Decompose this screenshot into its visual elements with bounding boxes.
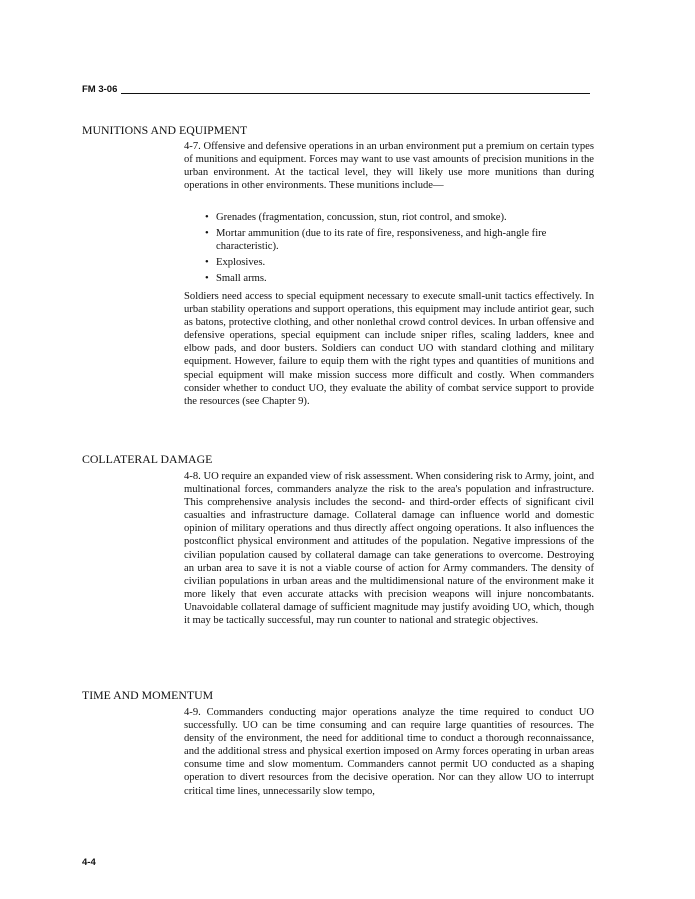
list-item-text: Grenades (fragmentation, concussion, stun, riot control, and smoke).	[216, 212, 507, 223]
bullet-icon: •	[205, 257, 209, 269]
list-item-text: Small arms.	[216, 273, 267, 285]
list-item	[184, 211, 594, 224]
bullet-icon: •	[205, 228, 209, 240]
list-item	[184, 272, 594, 285]
header-rule	[121, 93, 590, 94]
paragraph-4-7: 4-7. Offensive and defensive operations in an urban environment put a premium on certain types of munitions and equipment. Forces may want to use vast amounts of precision munitions in the urban environment. At the tactical level, they will likely use more munitions than during operations in other environments. These munitions include—	[184, 141, 594, 192]
paragraph-4-8: 4-8. UO require an expanded view of risk assessment. When considering risk to Army, joint, and multinational forces, commanders analyze the risk to the area's population and infrastructure. This comprehensive analysis includes the second- and third-order effects of significant civil casualties and infrastructure damage. Collateral damage can influence world and domestic opinion of military operations and thus directly affect ongoing operations. It also influences the postconflict physical environment and attitudes of the population. Negative impressions of the civilian population caused by collateral damage can take generations to overcome. Destroying an urban area to save it is not a viable course of action for Army commanders. The density of civilian populations in urban areas and the multidimensional nature of the environment make it more likely that even accurate attacks with precision weapons will injure noncombatants. Unavoidable collateral damage of sufficient magnitude may justify avoiding UO, which, though it may be tactically successful, may run counter to national and strategic objectives.	[184, 471, 594, 627]
list-item-text: Explosives.	[216, 257, 266, 269]
bullet-icon: •	[205, 212, 209, 223]
section-heading-time-momentum: TIME AND MOMENTUM	[82, 688, 214, 702]
section-heading-munitions: MUNITIONS AND EQUIPMENT	[82, 123, 248, 137]
list-item	[184, 256, 594, 269]
bullet-icon: •	[205, 273, 209, 285]
list-item-text: Mortar ammunition (due to its rate of fire, responsiveness, and high-angle fire characteristic).	[216, 228, 547, 253]
page-number: 4-4	[82, 857, 96, 868]
munitions-list	[184, 211, 594, 288]
paragraph-equipment: Soldiers need access to special equipment necessary to execute small-unit tactics effectively. In urban stability operations and support operations, this equipment may include antiriot gear, such as batons, protective clothing, and other nonlethal crowd control devices. In urban offensive and defensive operations, special equipment can include sniper rifles, scaling ladders, knee and elbow pads, and door busters. Soldiers can conduct UO with standard clothing and military equipment. However, failure to equip them with the right types and quantities of munitions and special equipment will make mission success more difficult and costly. When commanders consider whether to conduct UO, they evaluate the ability of combat service support to provide the resources (see Chapter 9).	[184, 291, 594, 407]
document-id: FM 3-06	[82, 84, 118, 95]
paragraph-4-9: 4-9. Commanders conducting major operations analyze the time required to conduct UO successfully. UO can be time consuming and can require large quantities of resources. The density of the environment, the need for additional time to conduct a thorough reconnaissance, and the additional stress and physical exertion imposed on Army forces operating in urban areas consume time and slow momentum. Commanders cannot permit UO conducted as a shaping operation to divert resources from the decisive operation. Nor can they allow UO to interrupt critical time lines, unnecessarily slow tempo,	[184, 707, 594, 797]
list-item	[184, 227, 594, 253]
section-heading-collateral-damage: COLLATERAL DAMAGE	[82, 452, 213, 466]
running-header	[82, 83, 590, 95]
